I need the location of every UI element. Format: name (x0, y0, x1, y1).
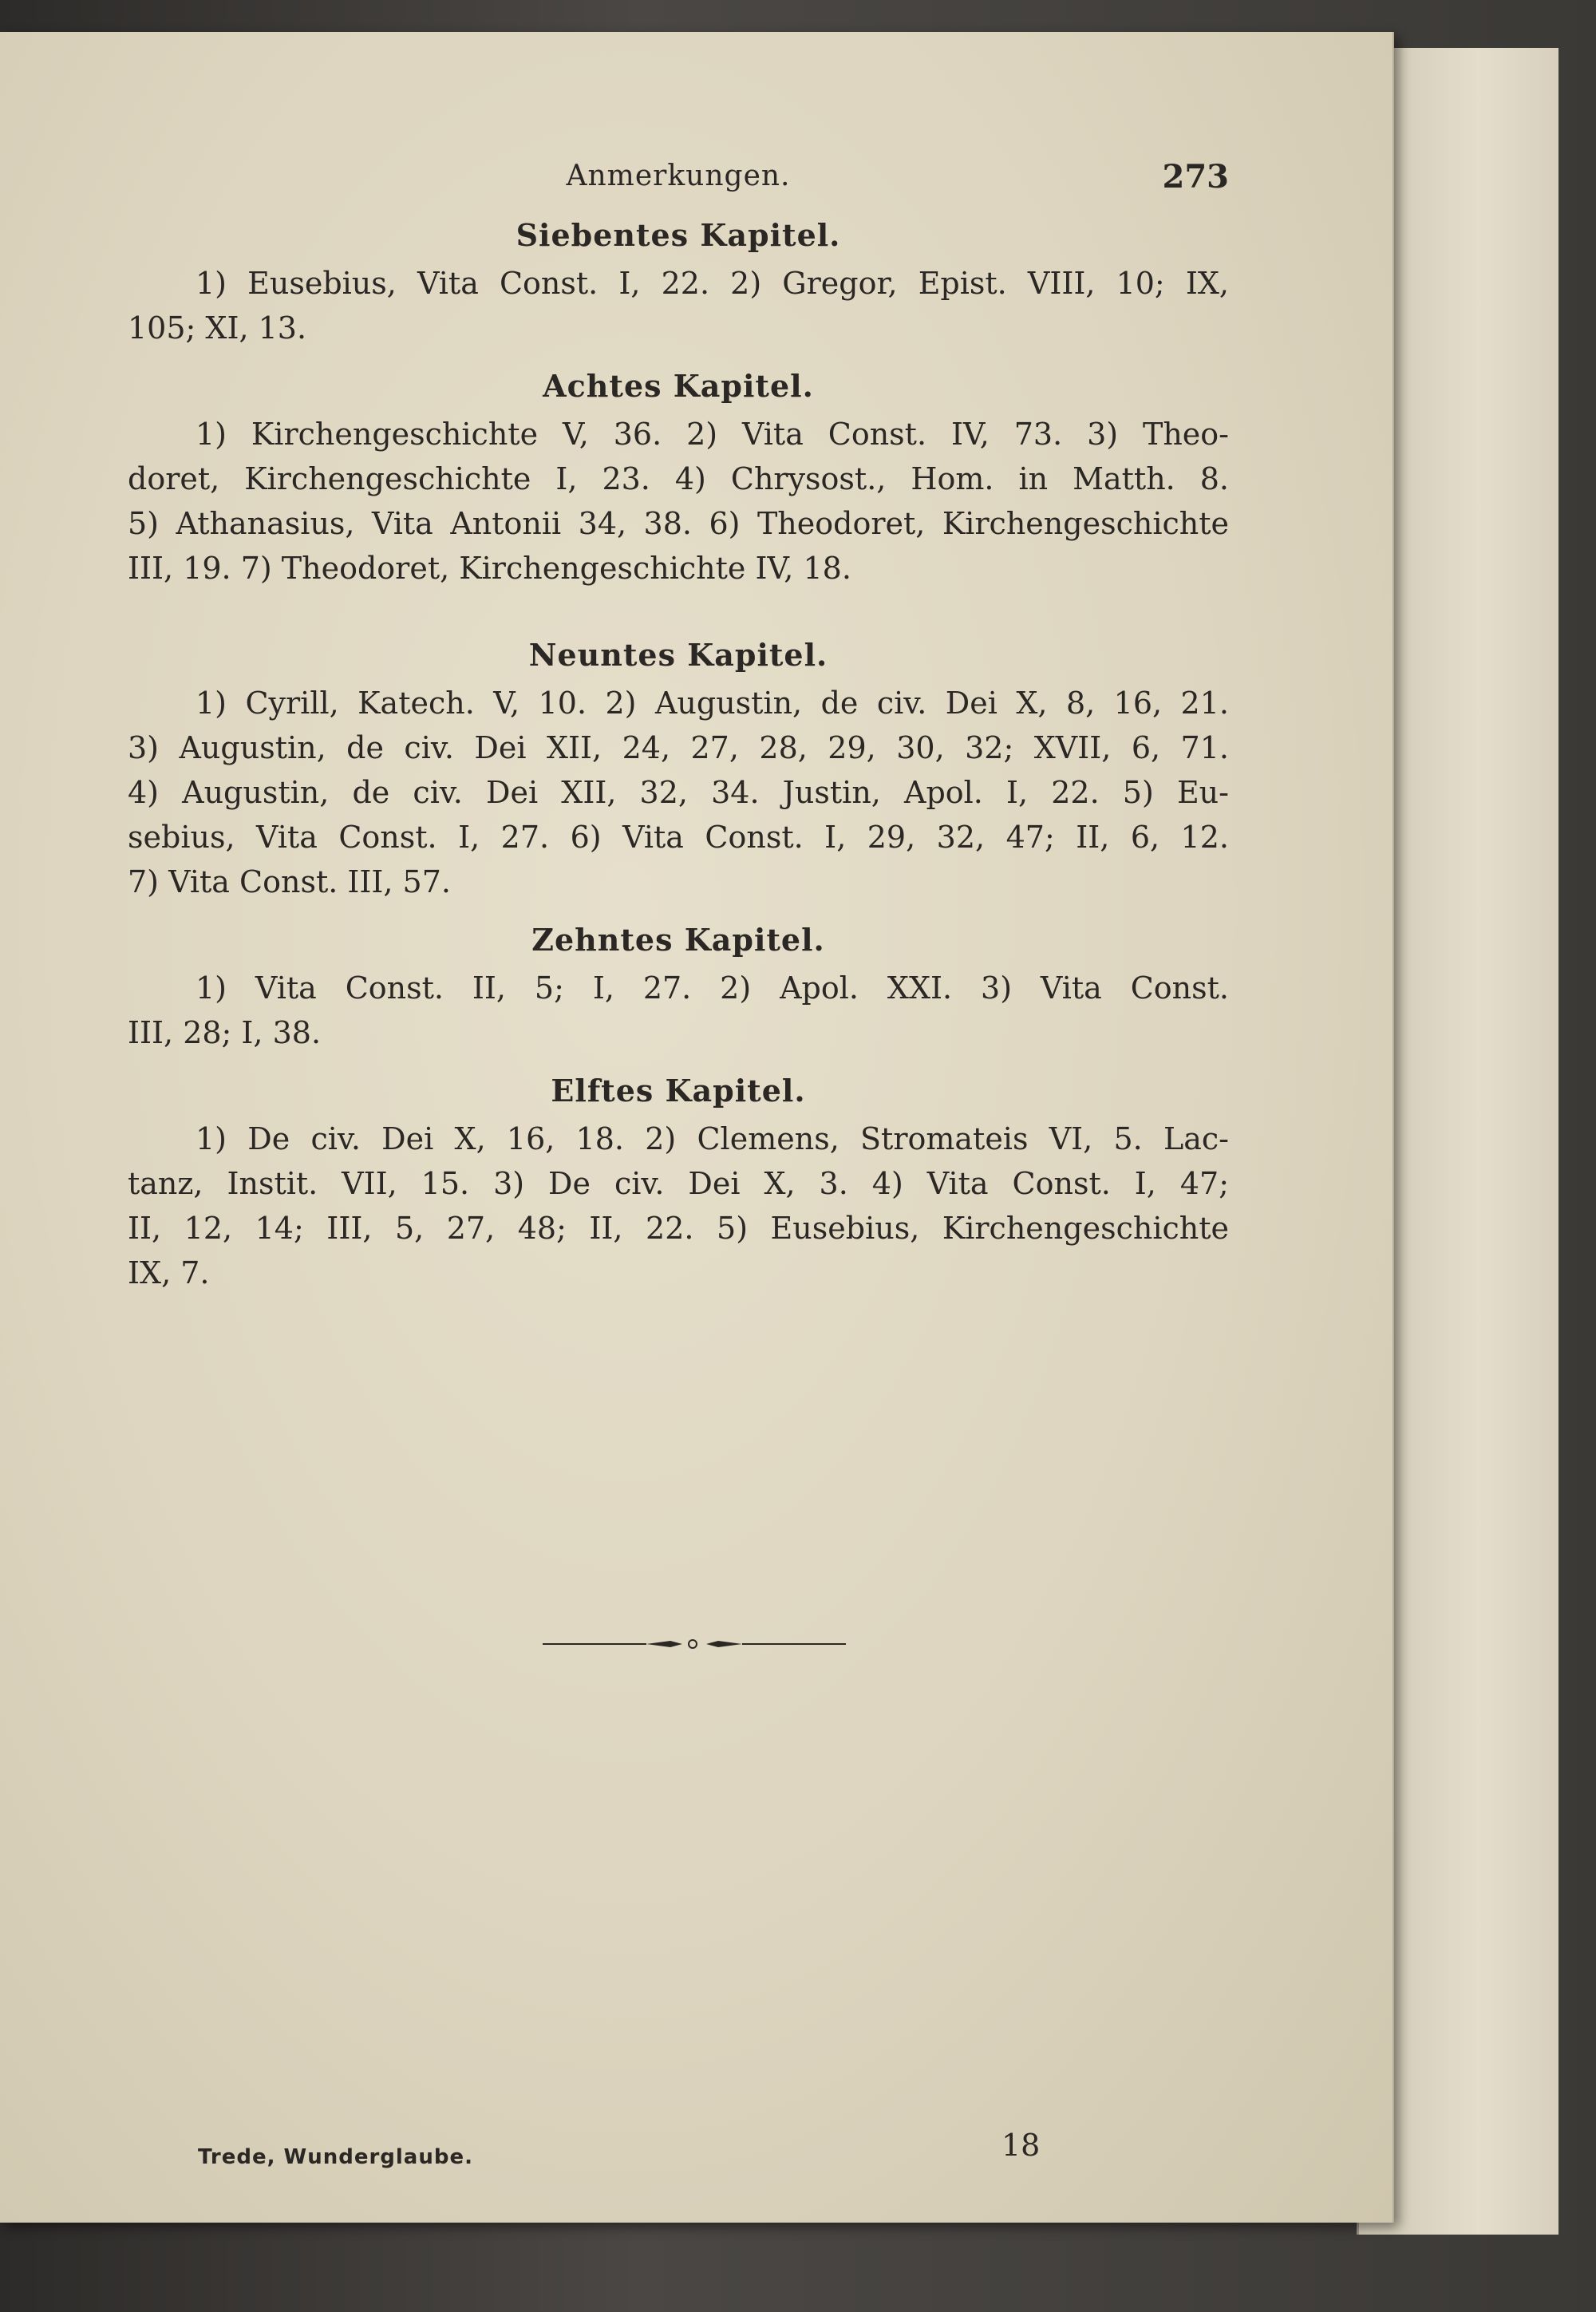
ornament-divider (543, 1632, 846, 1656)
chapter-10 (128, 922, 1229, 1055)
note-line: 3) Augustin, de civ. Dei XII, 24, 27, 28, 29, 30, 32; XVII, 6, 71. (128, 730, 1229, 765)
chapter-heading: Zehntes Kapitel. (531, 922, 825, 958)
note-line: III, 19. 7) Theodoret, Kirchengeschichte IV, 18. (128, 551, 851, 586)
signature-number: 18 (1001, 2128, 1041, 2163)
chapter-heading: Achtes Kapitel. (543, 368, 814, 404)
chapter-heading: Siebentes Kapitel. (516, 217, 841, 253)
chapter-heading: Elftes Kapitel. (551, 1073, 806, 1109)
chapter-7 (128, 217, 1229, 350)
note-line: 5) Athanasius, Vita Antonii 34, 38. 6) Theodoret, Kirchengeschichte (128, 506, 1229, 541)
note-line: IX, 7. (128, 1255, 210, 1290)
chapter-9 (128, 637, 1229, 904)
note-line: 1) De civ. Dei X, 16, 18. 2) Clemens, Stromateis VI, 5. Lac- (196, 1121, 1229, 1156)
note-line: II, 12, 14; III, 5, 27, 48; II, 22. 5) Eusebius, Kirchengeschichte (128, 1211, 1229, 1246)
note-line: sebius, Vita Const. I, 27. 6) Vita Const. I, 29, 32, 47; II, 6, 12. (128, 820, 1229, 855)
chapter-11 (128, 1073, 1229, 1295)
note-line: 105; XI, 13. (128, 310, 307, 346)
book-page (0, 32, 1394, 2223)
note-line: 1) Kirchengeschichte V, 36. 2) Vita Const. IV, 73. 3) Theo- (196, 417, 1229, 452)
note-line: 1) Cyrill, Katech. V, 10. 2) Augustin, de civ. Dei X, 8, 16, 21. (196, 686, 1229, 721)
note-line: 1) Eusebius, Vita Const. I, 22. 2) Gregor, Epist. VIII, 10; IX, (196, 266, 1229, 301)
note-line: 1) Vita Const. II, 5; I, 27. 2) Apol. XXI. 3) Vita Const. (196, 970, 1229, 1006)
note-line: 4) Augustin, de civ. Dei XII, 32, 34. Justin, Apol. I, 22. 5) Eu- (128, 775, 1229, 810)
page-content (128, 128, 1229, 1295)
running-head (128, 128, 1229, 200)
note-line: 7) Vita Const. III, 57. (128, 864, 451, 899)
page-number: 273 (1162, 158, 1229, 196)
note-line: III, 28; I, 38. (128, 1015, 322, 1050)
signature-line: Trede, Wunderglaube. (198, 2145, 473, 2169)
running-title: Anmerkungen. (566, 160, 791, 192)
note-line: tanz, Instit. VII, 15. 3) De civ. Dei X, 3. 4) Vita Const. I, 47; (128, 1166, 1229, 1201)
chapter-8 (128, 368, 1229, 591)
note-line: doret, Kirchengeschichte I, 23. 4) Chrysost., Hom. in Matth. 8. (128, 461, 1229, 496)
chapter-heading: Neuntes Kapitel. (528, 637, 828, 673)
